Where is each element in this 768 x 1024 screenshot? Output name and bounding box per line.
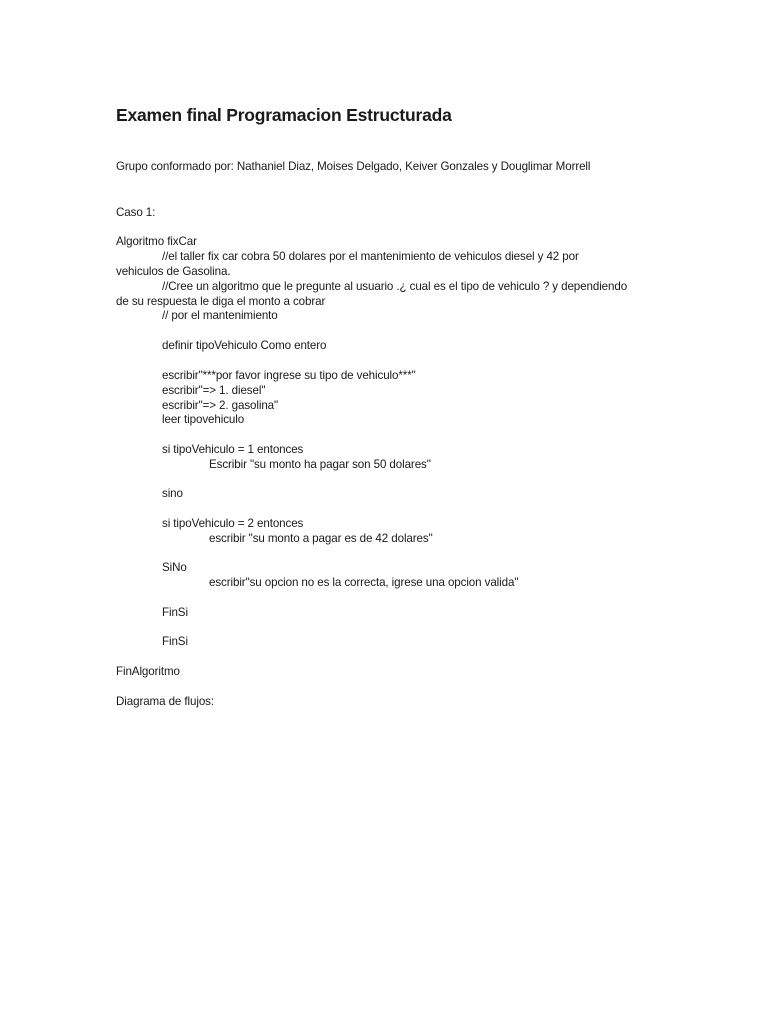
code-line-else-1: sino bbox=[162, 487, 183, 500]
code-line-write-1: escribir"***por favor ingrese su tipo de vehiculo***" bbox=[162, 369, 416, 382]
flow-diagram-label: Diagrama de flujos: bbox=[116, 695, 214, 708]
group-members: Grupo conformado por: Nathaniel Diaz, Moises Delgado, Keiver Gonzales y Douglimar Morrell bbox=[116, 160, 591, 173]
code-line-write-2: escribir"=> 1. diesel" bbox=[162, 384, 266, 397]
code-line-define: definir tipoVehiculo Como entero bbox=[162, 339, 327, 352]
code-line-write-3: escribir"=> 2. gasolina" bbox=[162, 399, 279, 412]
code-line-endif-2: FinSi bbox=[162, 635, 188, 648]
code-line-if-2: si tipoVehiculo = 2 entonces bbox=[162, 517, 304, 530]
code-line-end-algorithm: FinAlgoritmo bbox=[116, 665, 180, 678]
code-line-endif-1: FinSi bbox=[162, 606, 188, 619]
code-line-write-5: escribir "su monto a pagar es de 42 dolares" bbox=[209, 532, 433, 545]
algorithm-header: Algoritmo fixCar bbox=[116, 235, 197, 248]
code-line-if-1: si tipoVehiculo = 1 entonces bbox=[162, 443, 304, 456]
code-line-comment-2a: //Cree un algoritmo que le pregunte al usuario .¿ cual es el tipo de vehiculo ? y dependiendo bbox=[162, 280, 628, 293]
code-line-read: leer tipovehiculo bbox=[162, 413, 245, 426]
code-line-comment-1b: vehiculos de Gasolina. bbox=[116, 265, 231, 278]
code-line-write-4: Escribir "su monto ha pagar son 50 dolares" bbox=[209, 458, 431, 471]
code-line-else-2: SiNo bbox=[162, 561, 187, 574]
case-label: Caso 1: bbox=[116, 206, 156, 219]
code-line-comment-1a: //el taller fix car cobra 50 dolares por el mantenimiento de vehiculos diesel y 42 por bbox=[162, 250, 579, 263]
code-line-comment-2b: de su respuesta le diga el monto a cobrar bbox=[116, 295, 326, 308]
document-title: Examen final Programacion Estructurada bbox=[116, 105, 452, 125]
code-line-comment-3: // por el mantenimiento bbox=[162, 309, 278, 322]
code-line-write-6: escribir"su opcion no es la correcta, igrese una opcion valida" bbox=[209, 576, 519, 589]
